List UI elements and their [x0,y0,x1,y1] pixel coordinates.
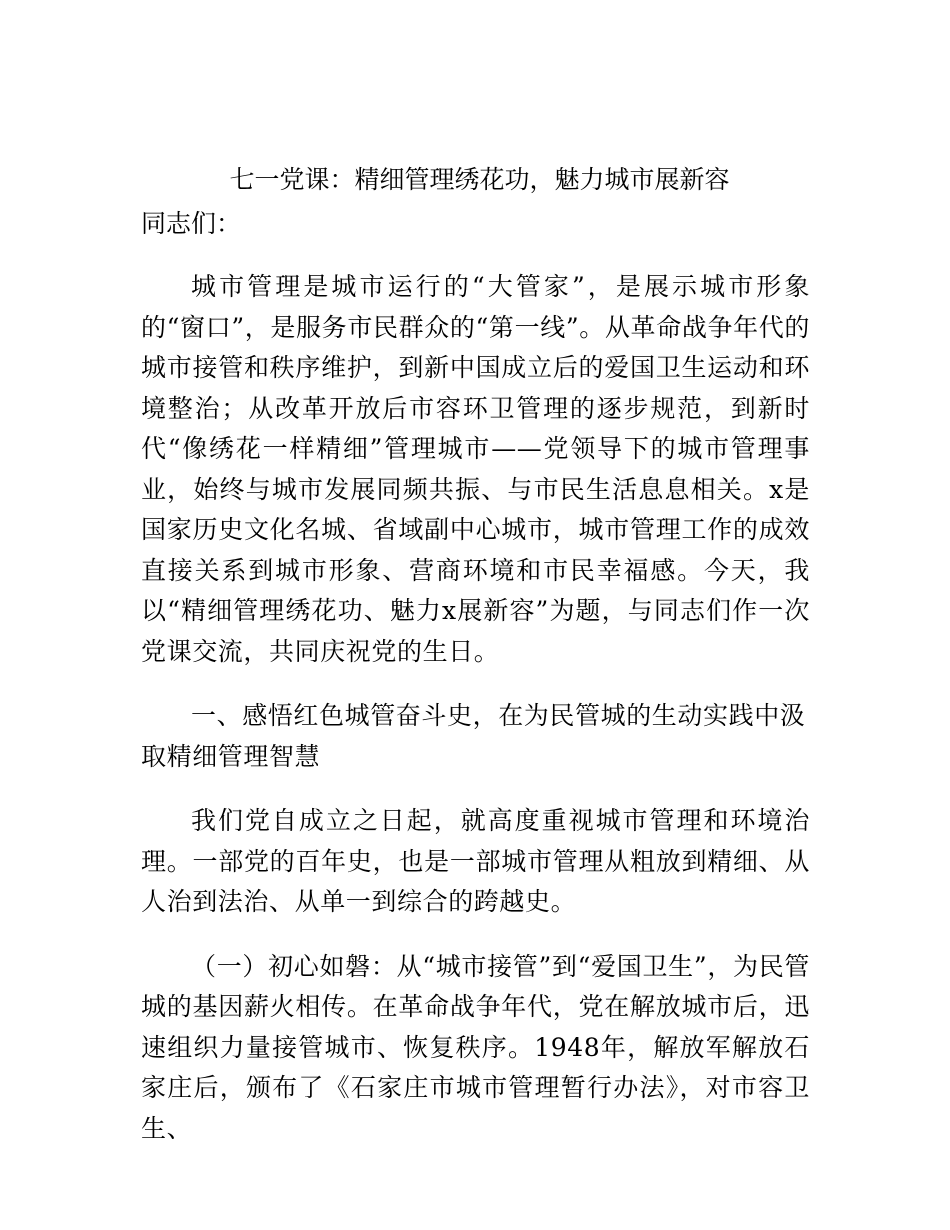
paragraph-section-1: 我们党自成立之日起，就高度重视城市管理和环境治理。一部党的百年史，也是一部城市管理从粗放到精细、从人治到法治、从单一到综合的跨越史。 [141,806,810,916]
paragraph-intro: 城市管理是城市运行的“大管家”，是展示城市形象的“窗口”，是服务市民群众的“第一线”。从革命战争年代的城市接管和秩序维护，到新中国成立后的爱国卫生运动和环境整治；从改革开放后市容环卫管理的逐步规范，到新时代“像绣花一样精细”管理城市——党领导下的城市管理事业，始终与城市发展同频共振、与市民生活息息相关。x是国家历史文化名城、省域副中心城市，城市管理工作的成效直接关系到城市形象、营商环境和市民幸福感。今天，我以“精细管理绣花功、魅力x展新容”为题，与同志们作一次党课交流，共同庆祝党的生日。 [141,272,810,666]
section-heading-1: 一、感悟红色城管奋斗史，在为民管城的生动实践中汲取精细管理智慧 [141,701,806,771]
salutation: 同志们： [141,209,242,238]
document-title: 七一党课：精细管理绣花功，魅力城市展新容 [229,165,730,194]
paragraph-subsection-1: （一）初心如磐：从“城市接管”到“爱国卫生”，为民管城的基因薪火相传。在革命战争年代，党在解放城市后，迅速组织力量接管城市、恢复秩序。1948年，解放军解放石家庄后，颁布了《石家庄市城市管理暂行办法》，对市容卫生、 [141,951,810,1143]
